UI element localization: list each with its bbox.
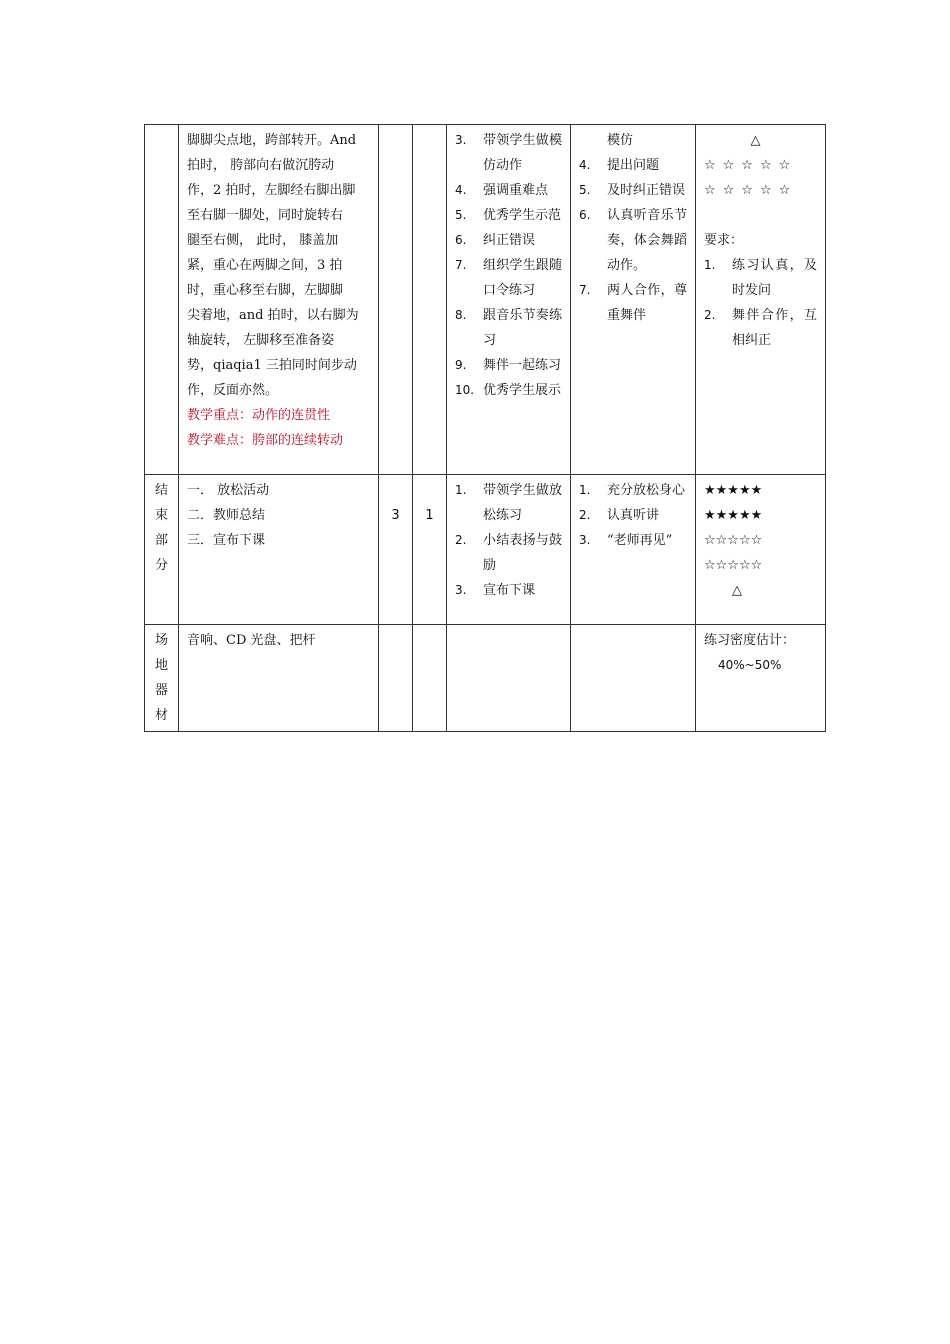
empty-cell xyxy=(413,625,447,732)
list-item: 3. 宣布下课 xyxy=(455,583,536,598)
list-item: 5. 优秀学生示范 xyxy=(455,208,562,223)
section-label-equipment: 场 地 器 材 xyxy=(145,625,179,732)
teacher-triangle-icon: △ xyxy=(732,583,742,598)
list-item: 7. 两人合作，尊重舞伴 xyxy=(579,283,687,323)
content-line: 时，重心移至右脚，左脚脚 xyxy=(187,283,344,298)
list-item: 10. 优秀学生展示 xyxy=(455,383,562,398)
empty-cell xyxy=(379,625,413,732)
formation-stars: ★★★★★ xyxy=(704,508,763,523)
table-row-basic-continued xyxy=(145,125,826,475)
density-value: 40%~50% xyxy=(718,658,782,672)
formation-stars: ☆☆☆☆☆ xyxy=(704,558,763,573)
student-activity-cell xyxy=(571,475,696,625)
content-line: 轴旋转， 左脚移至准备姿 xyxy=(187,333,335,348)
list-item: 1. 充分放松身心 xyxy=(579,483,686,498)
density-cell xyxy=(696,625,826,732)
content-cell xyxy=(179,475,379,625)
list-item: 3. 带领学生做模仿动作 xyxy=(455,133,562,173)
content-line: 紧，重心在两脚之间，3 拍 xyxy=(187,258,343,273)
list-item: 1. 带领学生做放松练习 xyxy=(455,483,562,523)
table-row-equipment xyxy=(145,625,826,732)
content-line: 二．教师总结 xyxy=(187,508,266,523)
requirements-title: 要求： xyxy=(704,233,744,248)
table-row-ending-part xyxy=(145,475,826,625)
list-item: 9. 舞伴一起练习 xyxy=(455,358,562,373)
difficult-point: 教学难点：胯部的连续转动 xyxy=(187,433,344,448)
list-item: 1. 练习认真，及时发问 xyxy=(704,258,817,298)
empty-cell xyxy=(571,625,696,732)
organization-cell xyxy=(696,125,826,475)
content-line: 拍时， 胯部向右做沉胯动 xyxy=(187,158,335,173)
list-item: 2. 舞伴合作，互相纠正 xyxy=(704,308,817,348)
content-line: 作，反面亦然。 xyxy=(187,383,279,398)
list-item: 7. 组织学生跟随口令练习 xyxy=(455,258,562,298)
content-line: 势，qiaqia1 三拍同时间步动 xyxy=(187,358,357,373)
equipment-list: 音响、CD 光盘、把杆 xyxy=(187,633,316,648)
teacher-activity-cell xyxy=(447,475,571,625)
list-item: 4. 提出问题 xyxy=(579,158,660,173)
content-cell xyxy=(179,125,379,475)
section-cell-empty xyxy=(145,125,179,475)
list-item: 6. 纠正错误 xyxy=(455,233,536,248)
formation-stars: ☆☆☆☆☆ xyxy=(704,158,798,173)
list-item: 2. 小结表扬与鼓励 xyxy=(455,533,562,573)
content-line: 三．宣布下课 xyxy=(187,533,266,548)
equipment-cell xyxy=(179,625,379,732)
list-item: 5. 及时纠正错误 xyxy=(579,183,686,198)
content-line: 尖着地，and 拍时，以右脚为 xyxy=(187,308,359,323)
time-cell: 3 xyxy=(379,475,413,625)
content-line: 作，2 拍时，左脚经右脚出脚 xyxy=(187,183,356,198)
formation-stars: ★★★★★ xyxy=(704,483,763,498)
list-item: 8. 跟音乐节奏练习 xyxy=(455,308,562,348)
section-label-ending: 结 束 部 分 xyxy=(145,475,179,625)
list-item: 3. “老师再见” xyxy=(579,533,673,548)
content-line: 至右脚一脚处，同时旋转右 xyxy=(187,208,344,223)
teacher-triangle-icon: △ xyxy=(750,133,761,148)
time-cell xyxy=(379,125,413,475)
organization-cell xyxy=(696,475,826,625)
lesson-plan-table xyxy=(144,124,826,732)
times-cell: 1 xyxy=(413,475,447,625)
teacher-activity-cell xyxy=(447,125,571,475)
student-activity-cell xyxy=(571,125,696,475)
list-item: 2. 认真听讲 xyxy=(579,508,660,523)
empty-cell xyxy=(447,625,571,732)
list-item: 4. 强调重难点 xyxy=(455,183,549,198)
formation-stars: ☆☆☆☆☆ xyxy=(704,183,798,198)
times-cell xyxy=(413,125,447,475)
content-line: 一． 放松活动 xyxy=(187,483,270,498)
key-point: 教学重点：动作的连贯性 xyxy=(187,408,331,423)
density-label: 练习密度估计： xyxy=(704,633,796,648)
content-line: 腿至右侧， 此时， 膝盖加 xyxy=(187,233,339,248)
content-line: 脚脚尖点地，跨部转开。And xyxy=(187,133,357,148)
student-first-line: 模仿 xyxy=(607,133,634,148)
formation-stars: ☆☆☆☆☆ xyxy=(704,533,763,548)
list-item: 6. 认真听音乐节奏，体会舞蹈动作。 xyxy=(579,208,687,273)
